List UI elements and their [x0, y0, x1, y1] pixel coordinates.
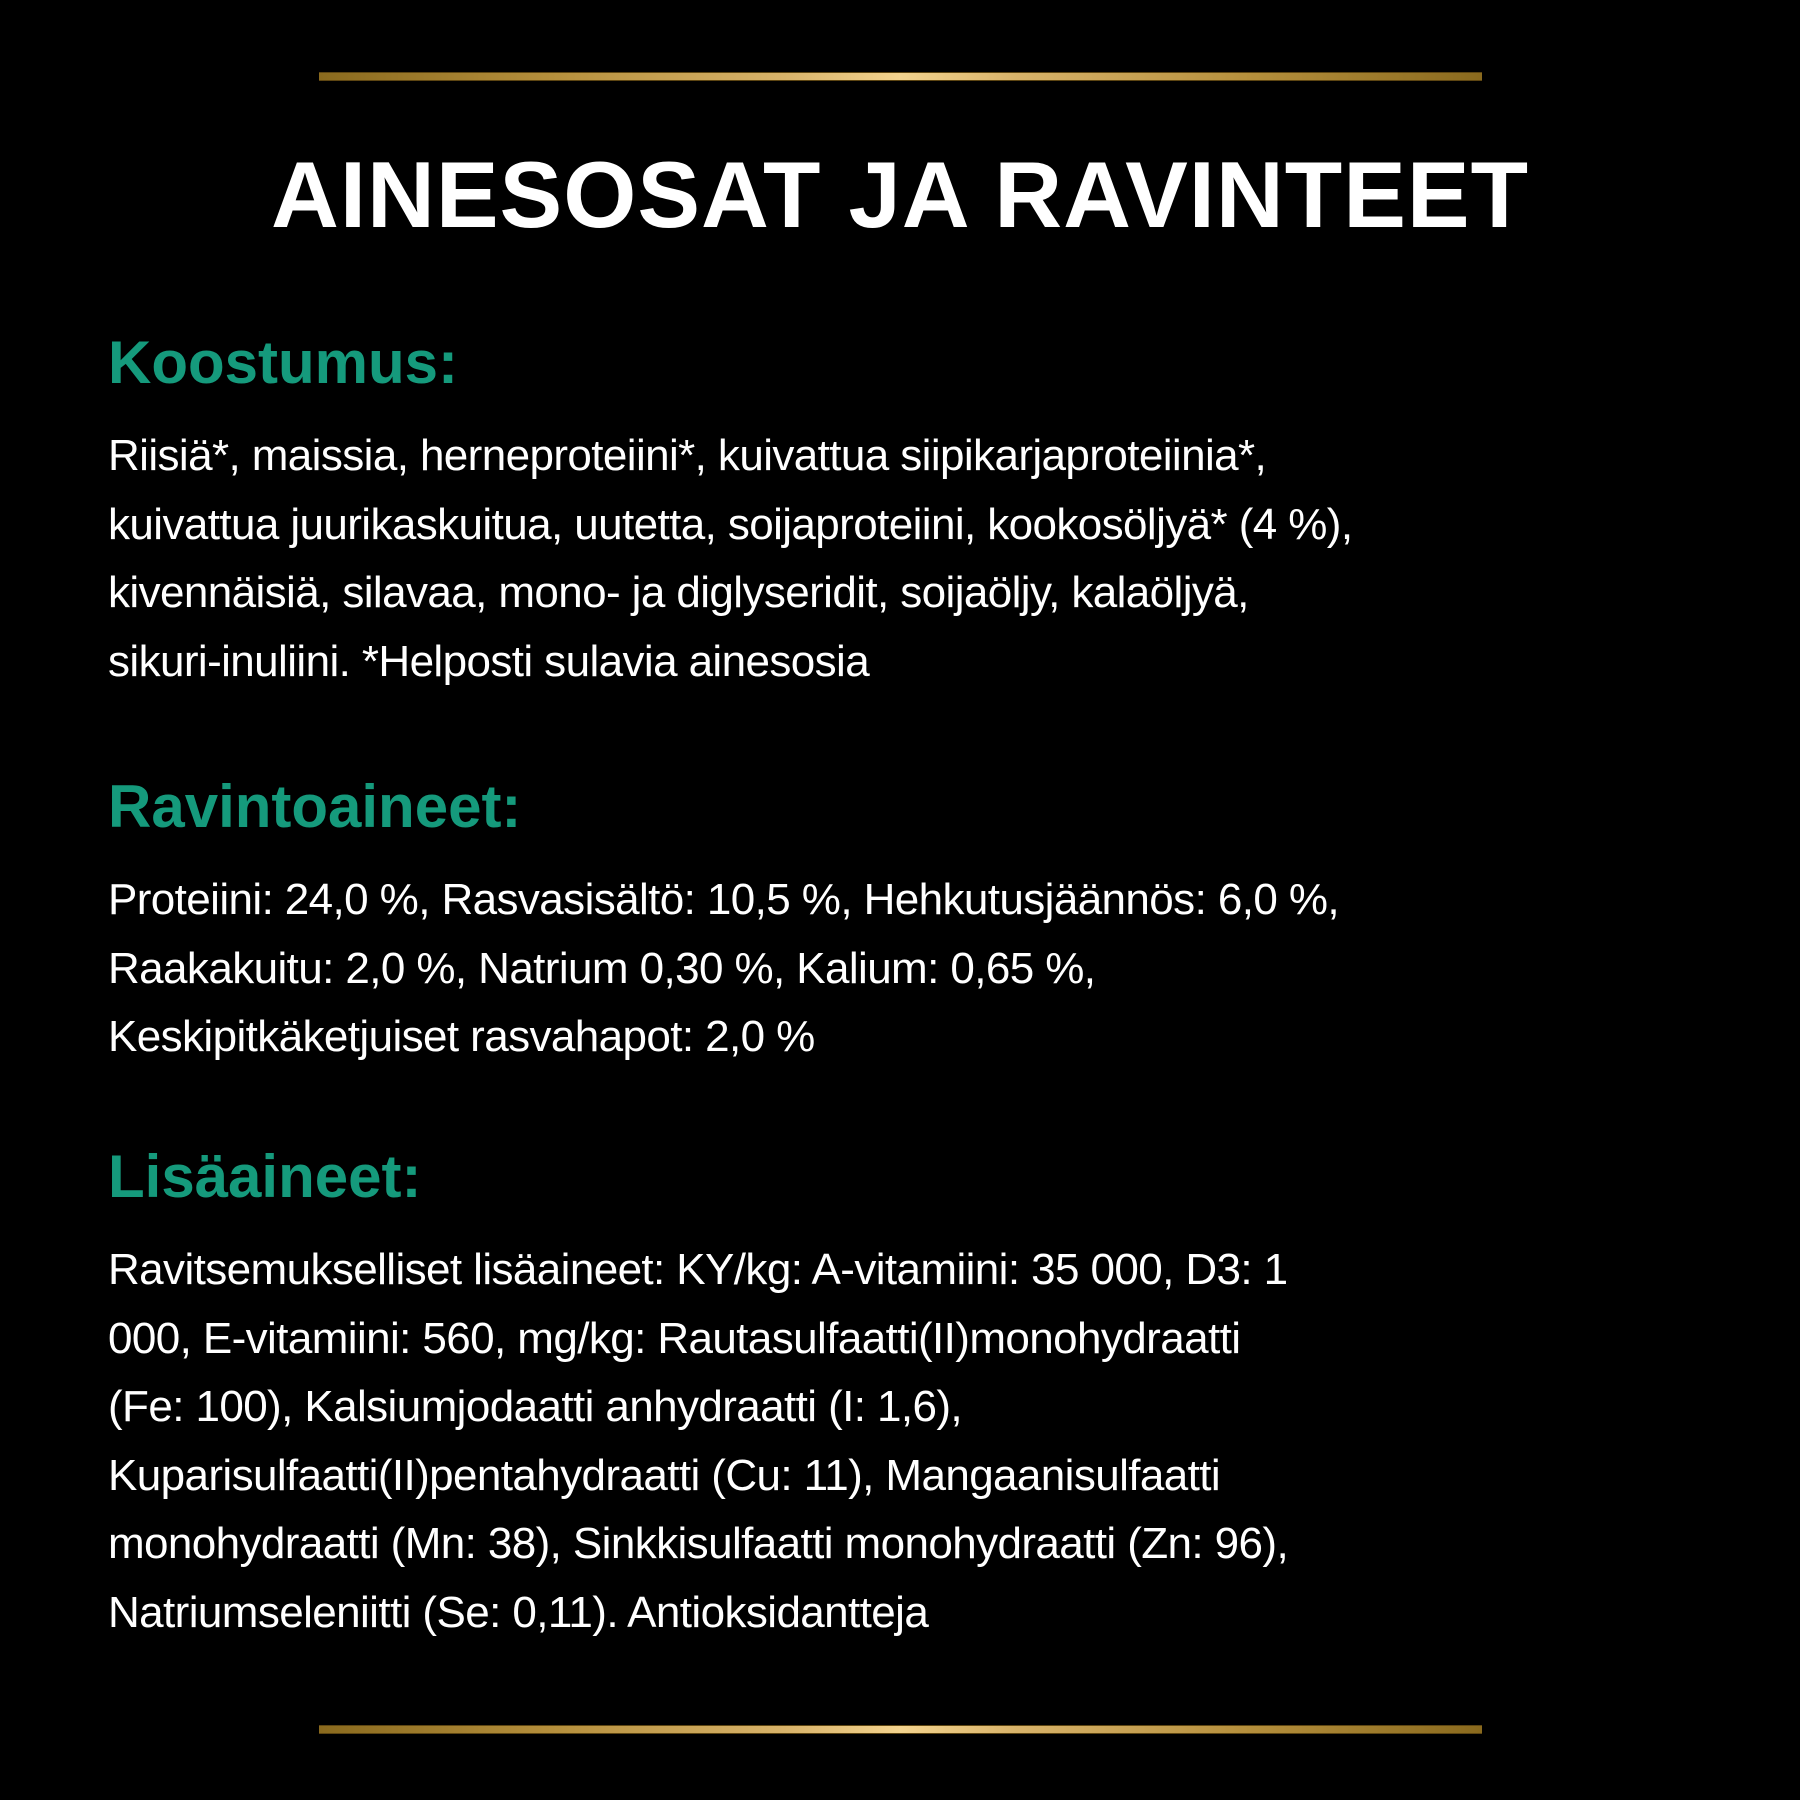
body-line: 000, E-vitamiini: 560, mg/kg: Rautasulfaatti(II)monohydraatti: [108, 1313, 1241, 1363]
body-line: Proteiini: 24,0 %, Rasvasisältö: 10,5 %, Hehkutusjäännös: 6,0 %,: [108, 875, 1339, 924]
body-line: kivennäisiä, silavaa, mono- ja diglyseridit, soijaöljy, kalaöljyä,: [108, 568, 1249, 617]
body-line: Natriumseleniitti (Se: 0,11). Antioksidantteja: [108, 1587, 929, 1637]
section-heading-ravintoaineet: Ravintoaineet:: [108, 773, 522, 840]
page-title: AINESOSAT JA RAVINTEET: [270, 142, 1530, 247]
section-body-koostumus: [108, 422, 1352, 696]
body-line: monohydraatti (Mn: 38), Sinkkisulfaatti monohydraatti (Zn: 96),: [108, 1519, 1289, 1568]
body-line: Riisiä*, maissia, herneproteiini*, kuivattua siipikarjaproteiinia*,: [108, 431, 1267, 480]
section-body-lisaaineet: [108, 1236, 1288, 1647]
body-line: Raakakuitu: 2,0 %, Natrium 0,30 %, Kalium: 0,65 %,: [108, 943, 1096, 993]
bottom-gold-divider: [319, 1725, 1482, 1734]
body-line: (Fe: 100), Kalsiumjodaatti anhydraatti (I: 1,6),: [108, 1382, 963, 1431]
body-line: Kuparisulfaatti(II)pentahydraatti (Cu: 11), Mangaanisulfaatti: [108, 1450, 1221, 1500]
section-heading-lisaaineet: Lisäaineet:: [108, 1143, 422, 1210]
body-line: sikuri-inuliini. *Helposti sulavia ainesosia: [108, 636, 870, 686]
body-line: kuivattua juurikaskuitua, uutetta, soijaproteiini, kookosöljyä* (4 %),: [108, 499, 1353, 549]
top-gold-divider: [319, 72, 1482, 81]
section-heading-koostumus: Koostumus:: [108, 329, 458, 396]
section-body-ravintoaineet: [108, 866, 1339, 1072]
body-line: Keskipitkäketjuiset rasvahapot: 2,0 %: [108, 1012, 815, 1061]
body-line: Ravitsemukselliset lisäaineet: KY/kg: A-vitamiini: 35 000, D3: 1: [108, 1245, 1288, 1294]
